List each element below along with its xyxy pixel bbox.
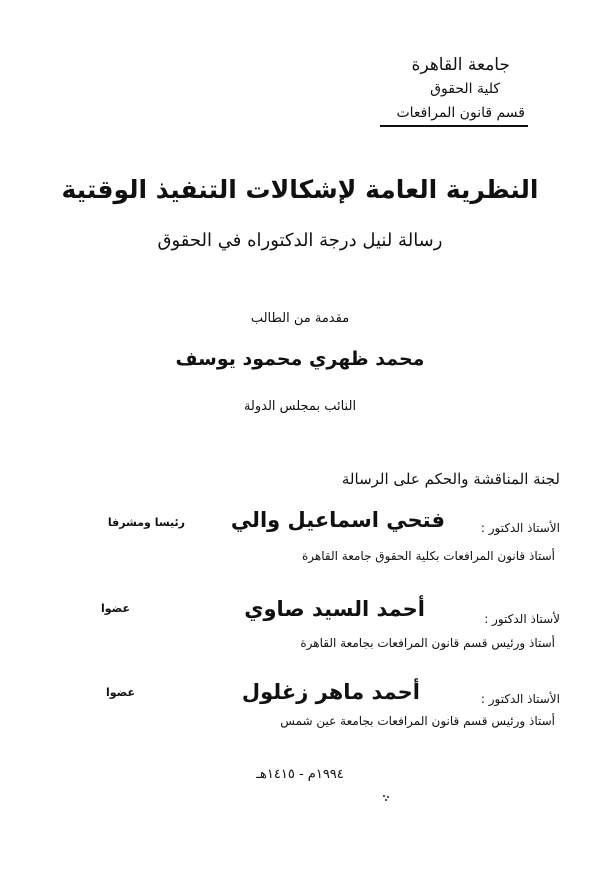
header-underline [380,125,528,127]
member-name: أحمد السيد صاوي [244,597,425,621]
member-description: أستاذ ورئيس قسم قانون المرافعات بجامعة عين شمس [280,714,555,728]
university-name: جامعة القاهرة [411,55,510,75]
member-label: الأستاذ الدكتور : [480,521,560,535]
thesis-date: ١٩٩٤م - ١٤١٥هـ [256,767,344,782]
member-role: عضوا [100,602,130,615]
member-role: عضوا [105,686,135,699]
member-description: أستاذ ورئيس قسم قانون المرافعات بجامعة القاهرة [300,636,555,650]
scan-speck [383,795,389,801]
faculty-name: كلية الحقوق [430,81,500,97]
thesis-title: النظرية العامة لإشكالات التنفيذ الوقتية [61,175,539,204]
member-name: أحمد ماهر زغلول [241,680,420,704]
department-name: قسم قانون المرافعات [396,105,525,121]
student-position: النائب بمجلس الدولة [243,399,357,414]
thesis-subtitle: رسالة لنيل درجة الدكتوراه في الحقوق [157,230,443,251]
student-name: محمد ظهري محمود يوسف [175,348,425,370]
member-description: أستاذ قانون المرافعات بكلية الحقوق جامعة القاهرة [302,549,555,563]
committee-heading: لجنة المناقشة والحكم على الرسالة [341,470,560,488]
member-label: لأستاذ الدكتور : [484,612,560,626]
presented-by-label: مقدمة من الطالب [250,311,350,326]
member-name: فتحي اسماعيل والي [230,508,445,532]
member-label: الأستاذ الدكتور : [480,692,560,706]
member-role: رئيسا ومشرفا [107,516,185,529]
